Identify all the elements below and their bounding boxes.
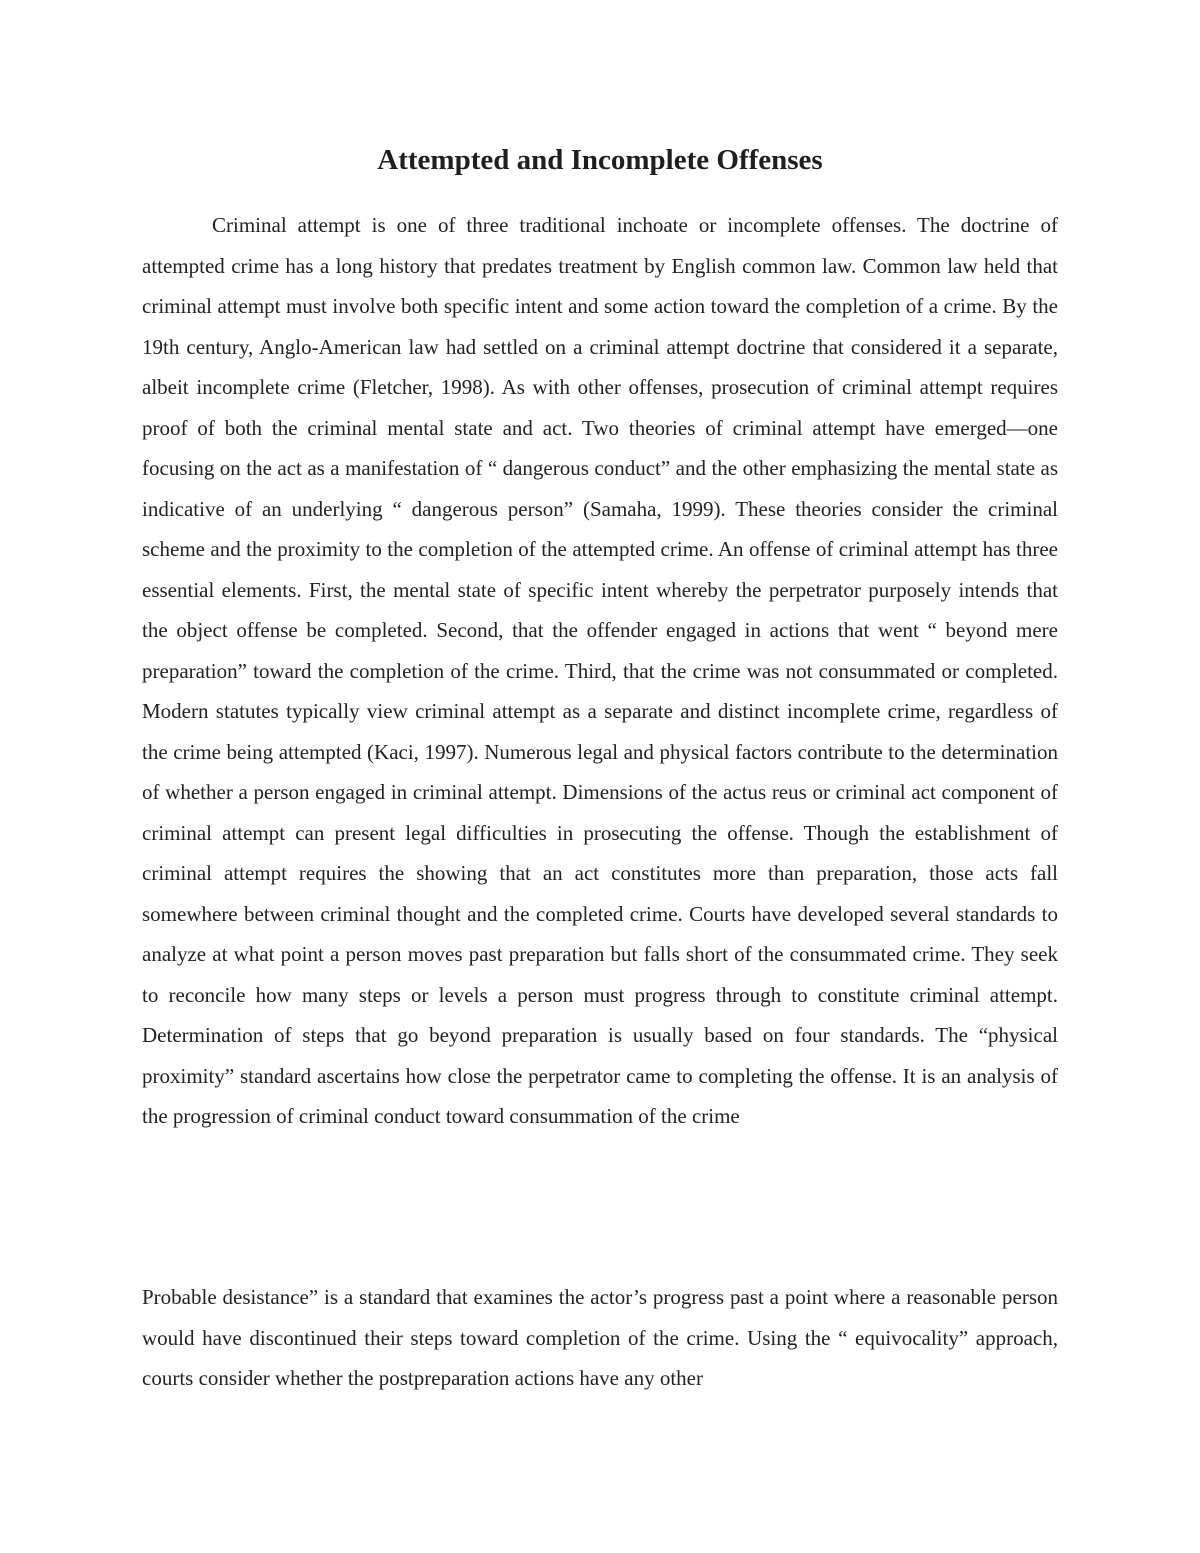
- document-title: Attempted and Incomplete Offenses: [377, 144, 823, 176]
- body-paragraph-1: Criminal attempt is one of three traditional inchoate or incomplete offenses. The doctrine of attempted crime has a long history that predates treatment by English common law. Common law held that criminal attempt must involve both specific intent and some action toward the completion of a crime. By the 19th century, Anglo-American law had settled on a criminal attempt doctrine that considered it a separate, albeit incomplete crime (Fletcher, 1998). As with other offenses, prosecution of criminal attempt requires proof of both the criminal mental state and act. Two theories of criminal attempt have emerged—one focusing on the act as a manifestation of “ dangerous conduct” and the other emphasizing the mental state as indicative of an underlying “ dangerous person” (Samaha, 1999). These theories consider the criminal scheme and the proximity to the completion of the attempted crime. An offense of criminal attempt has three essential elements. First, the mental state of specific intent whereby the perpetrator purposely intends that the object offense be completed. Second, that the offender engaged in actions that went “ beyond mere preparation” toward the completion of the crime. Third, that the crime was not consummated or completed. Modern statutes typically view criminal attempt as a separate and distinct incomplete crime, regardless of the crime being attempted (Kaci, 1997). Numerous legal and physical factors contribute to the determination of whether a person engaged in criminal attempt. Dimensions of the actus reus or criminal act component of criminal attempt can present legal difficulties in prosecuting the offense. Though the establishment of criminal attempt requires the showing that an act constitutes more than preparation, those acts fall somewhere between criminal thought and the completed crime. Courts have developed several standards to analyze at what point a person moves past preparation but falls short of the consummated crime. They seek to reconcile how many steps or levels a person must progress through to constitute criminal attempt. Determination of steps that go beyond preparation is usually based on four standards. The “physical proximity” standard ascertains how close the perpetrator came to completing the offense. It is an analysis of the progression of criminal conduct toward consummation of the crime: [142, 213, 1058, 1128]
- body-paragraph-2: Probable desistance” is a standard that examines the actor’s progress past a point where a reasonable person would have discontinued their steps toward completion of the crime. Using the “ equivocality” approach, courts consider whether the postpreparation actions have any other: [142, 1285, 1058, 1390]
